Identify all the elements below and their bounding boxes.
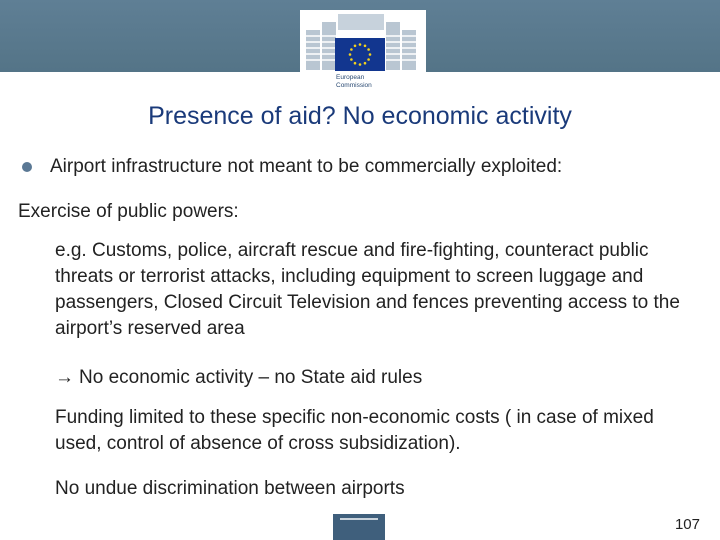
subheading: Exercise of public powers: (18, 201, 239, 222)
footer-logo (333, 514, 385, 540)
paragraph-examples: e.g. Customs, police, aircraft rescue and fire-fighting, counteract public threats or terrorist attacks, including equipment to screen luggage and passengers, Closed Circuit Television and fences preventing access to the airport’s reserved area (55, 240, 680, 339)
eu-flag-icon (335, 38, 385, 71)
paragraph-funding: Funding limited to these specific non-economic costs ( in case of mixed used, control of absence of cross subsidization). (55, 407, 654, 454)
paragraph-conclusion (55, 365, 695, 391)
european-commission-logo (300, 10, 426, 96)
conclusion-text: No economic activity – no State aid rules (79, 367, 423, 388)
page-number: 107 (674, 516, 700, 533)
bullet-text: Airport infrastructure not meant to be commercially exploited: (50, 156, 563, 177)
bullet-dot-icon (22, 162, 32, 172)
paragraph-discrimination: No undue discrimination between airports (55, 478, 405, 499)
logo-caption: European Commission (336, 74, 372, 89)
slide-title: Presence of aid? No economic activity (148, 102, 572, 130)
arrow-right-icon: → (55, 367, 74, 388)
